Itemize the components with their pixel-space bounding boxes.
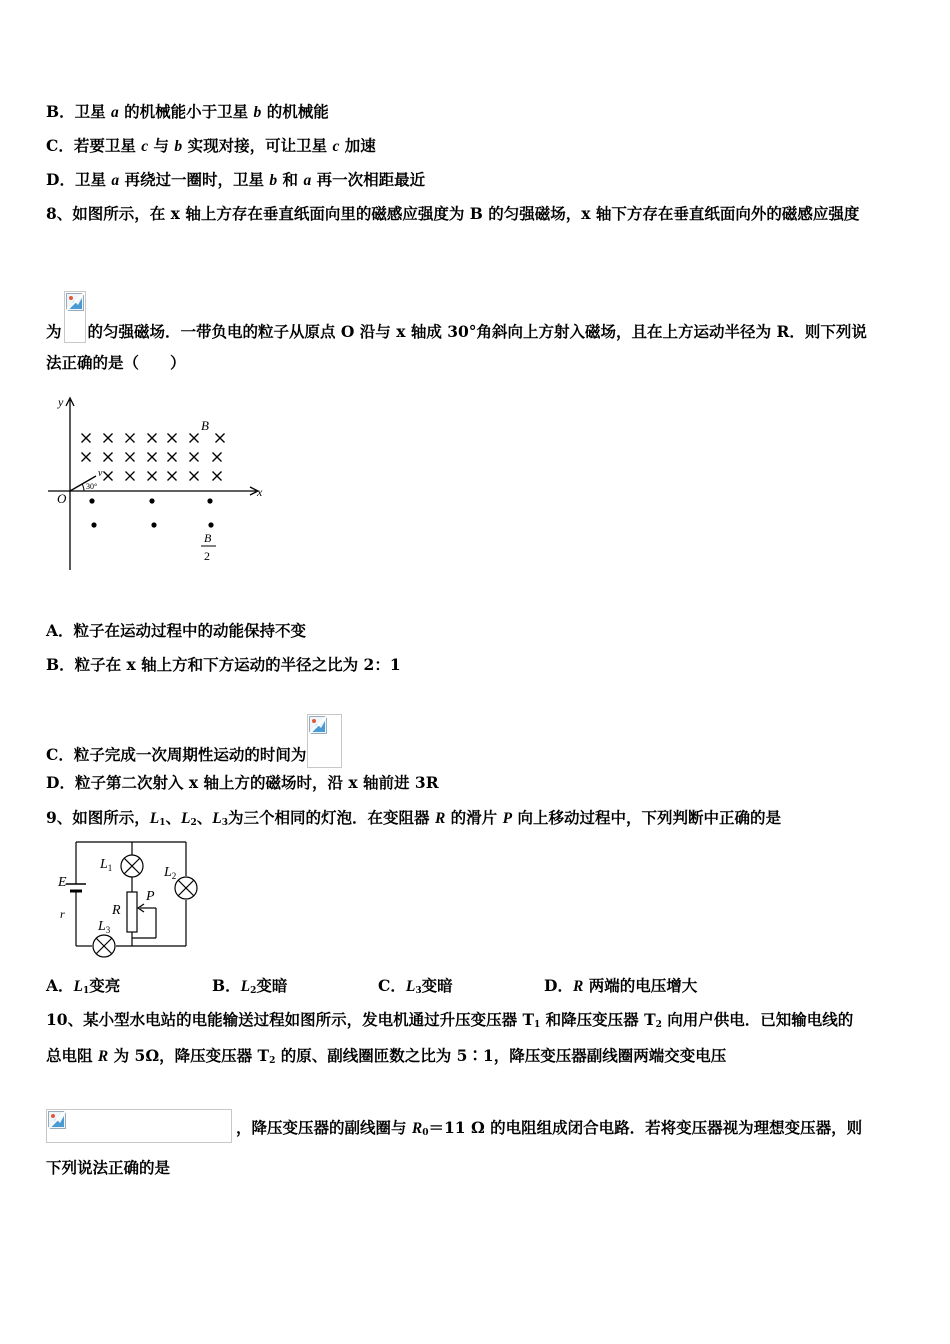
q8-option-c: C．粒子完成一次周期性运动的时间为 [46,714,342,768]
q7-option-b: B．卫星 a 的机械能小于卫星 b 的机械能 [46,102,329,121]
q8-stem-line1: 8、如图所示，在 x 轴上方存在垂直纸面向里的磁感应强度为 B 的匀强磁场，x 轴下方存在垂直纸面向外的磁感应强度 [46,204,860,223]
q7-option-d: D．卫星 a 再绕过一圈时，卫星 b 和 a 再一次相距最近 [46,170,426,189]
q10-stem-line3: ，降压变压器的副线圈与 $R_0=11$ Ω 的电阻组成闭合电路．若将变压器视为理想变压器，则 [46,1109,862,1143]
field-into-page-marker [104,434,113,443]
q10-stem-line2: 总电阻 R 为 5Ω，降压变压器 $T_2$ 的原、副线圈匝数之比为 5∶1，降压变压器副线圈两端交变电压 [46,1046,727,1066]
field-out-of-page-marker [149,498,154,503]
q7-option-c: C．若要卫星 c 与 b 实现对接，可让卫星 c 加速 [46,136,376,155]
q10-stem-line1: 10、某小型水电站的电能输送过程如图所示，发电机通过升压变压器 $T_1$ 和降压变压器 $T_2$ 向用户供电．已知输电线的 [46,1010,854,1030]
field-out-of-page-marker [89,498,94,503]
q9-stem: 9、如图所示，$L_1$、$L_2$、$L_3$为三个相同的灯泡．在变阻器 R 的滑片 P 向上移动过程中，下列判断中正确的是 [46,808,781,828]
q10-stem-line4: 下列说法正确的是 [46,1158,171,1177]
field-into-page-marker [190,472,199,481]
field-into-page-marker [168,453,177,462]
field-out-of-page-marker [208,522,213,527]
field-into-page-marker [148,434,157,443]
field-half-b-denominator: 2 [204,549,210,563]
lamp-l3-label: $L_3$ [98,919,111,935]
velocity-label: v [98,468,103,479]
field-into-page-marker [168,434,177,443]
q8-stem-line2: 为 的匀强磁场．一带负电的粒子从原点 O 沿与 x 轴成 30°角斜向上方射入磁场，且在上方运动半径为 R．则下列说 [46,291,867,343]
emf-label: E [58,875,67,890]
q8-option-a: A．粒子在运动过程中的动能保持不变 [46,621,307,640]
q9-option-b: B．$L_2$变暗 [212,976,288,996]
broken-image-icon [64,291,86,343]
field-into-page-marker [104,453,113,462]
q8-option-b: B．粒子在 x 轴上方和下方运动的半径之比为 2：1 [46,655,401,674]
q9-option-d: D．R 两端的电压增大 [544,976,698,995]
broken-image-icon [46,1109,232,1143]
q9-circuit-figure [54,836,210,964]
field-b-label: B [201,418,209,433]
lamp-l2-label: $L_2$ [164,865,177,881]
q8-magnetic-field-figure [44,390,274,575]
q9-option-c: C．$L_3$变暗 [378,976,453,996]
field-into-page-marker [148,453,157,462]
q8-option-d: D．粒子第二次射入 x 轴上方的磁场时，沿 x 轴前进 3R [46,773,439,792]
x-axis-label: x [257,485,263,499]
field-into-page-marker [82,434,91,443]
q9-option-a: A．$L_1$变亮 [46,976,121,996]
q8-stem-line3: 法正确的是（ ） [46,353,186,372]
field-out-of-page-marker [91,522,96,527]
field-into-page-marker [216,434,225,443]
internal-resistance-label: r [60,907,65,921]
y-axis-label: y [58,395,64,409]
slider-p-label: P [146,889,155,904]
field-into-page-marker [82,453,91,462]
rheostat-r-label: R [112,903,121,918]
field-into-page-marker [126,453,135,462]
field-out-of-page-marker [207,498,212,503]
field-into-page-marker [213,472,222,481]
field-into-page-marker [126,472,135,481]
field-into-page-marker [104,472,113,481]
field-into-page-marker [126,434,135,443]
lamp-l1-label: $L_1$ [100,857,113,873]
origin-label: O [57,491,67,506]
field-into-page-marker [148,472,157,481]
field-into-page-marker [213,453,222,462]
field-into-page-marker [190,453,199,462]
field-half-b-numerator: B [204,531,212,545]
field-into-page-marker [190,434,199,443]
field-out-of-page-marker [151,522,156,527]
field-into-page-marker [168,472,177,481]
angle-label: 30° [86,482,98,491]
broken-image-icon [307,714,342,768]
